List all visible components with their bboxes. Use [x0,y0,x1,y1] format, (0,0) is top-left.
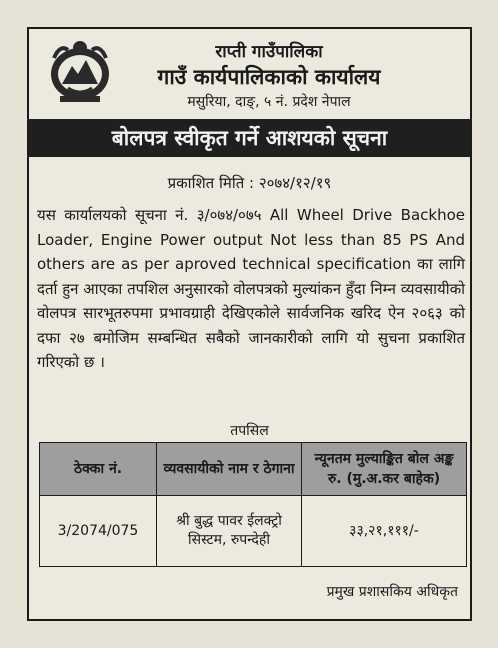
org-address: मसुरिया, दाङ्, ५ नं. प्रदेश नेपाल [187,94,351,110]
signature: प्रमुख प्रशासकिय अधिकृत [326,584,458,600]
notice-panel [27,27,472,621]
cell-bid-amount: ३३,२१,१११/- [302,496,467,567]
table-caption: तपसिल [230,423,269,439]
org-name-line2: गाउँ कार्यपालिकाको कार्यालय [157,65,381,89]
header-bid-amount: न्यूनतम मुल्याङ्कित बोल अङ्क रु. (मु.अ.कर बाहेक) [302,443,467,496]
notice-title-banner: बोलपत्र स्वीकृत गर्ने आशयको सूचना [29,119,470,157]
cell-bidder-name: श्री बुद्ध पावर ईलक्ट्रो सिस्टम, रुपन्देही [157,496,302,567]
org-name-line1: राप्ती गाउँपालिका [215,42,323,62]
header-contract-no: ठेक्का नं. [40,443,157,496]
table-header-row [40,443,467,496]
header-bidder-name: व्यवसायीको नाम र ठेगाना [157,443,302,496]
bid-table [39,442,467,567]
notice-body: यस कार्यालयको सूचना नं. ३/०७४/०७५ All Wheel Drive Backhoe Loader, Engine Power output Not less than 85 PS And others are as per aproved technical specification का लागि दर्ता हुन आएका तपशिल अनुसारको वोलपत्रको मुल्यांकन हुँदा निम्न व्यवसायीको वोलपत्र सारभूतरुपमा प्रभावग्राही देखिएकोले सार्वजनिक खरिद ऐन २०६३ को दफा २७ बमोजिम सम्बन्धित सबैको जानकारीको लागि यो सुचना प्रकाशित गरिएको छ । [37,206,465,371]
nepal-emblem-icon [48,38,112,104]
header [29,29,470,117]
published-date: प्रकाशित मिति : २०७४/१२/१९ [167,174,332,192]
cell-contract-no: 3/2074/075 [40,496,157,567]
table-row [40,496,467,567]
